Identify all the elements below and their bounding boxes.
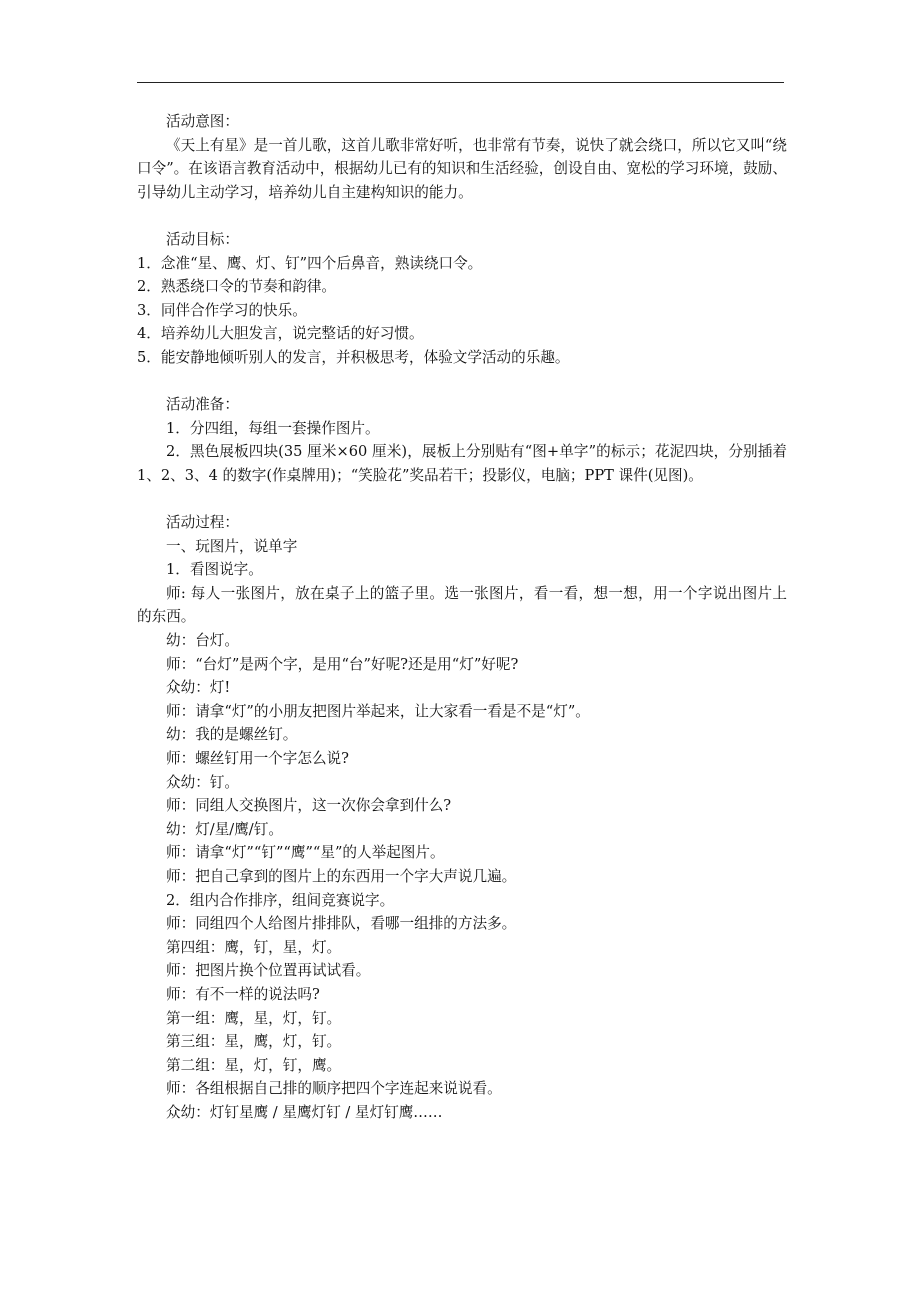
preparation-item: 2．黑色展板四块(35 厘米×60 厘米)，展板上分别贴有“图+单字”的标示；花泥四块，分别插着 1、2、3、4 的数字(作桌牌用)；“笑脸花”奖品若干；投影仪，电脑；PPT 课件(见图)。 xyxy=(137,443,787,484)
section-heading-intent: 活动意图： xyxy=(166,113,239,130)
dialogue-line: 师：有不一样的说法吗? xyxy=(166,985,320,1003)
dialogue-line: 师：把自己拿到的图片上的东西用一个字大声说几遍。 xyxy=(166,868,517,885)
dialogue-line: 师: 每人一张图片，放在桌子上的篮子里。选一张图片，看一看，想一想，用一个字说出图片上的东西。 xyxy=(137,584,787,626)
dialogue-line: 师：同组四个人给图片排排队，看哪一组排的方法多。 xyxy=(166,915,517,933)
process-subheading: 一、玩图片，说单字 xyxy=(166,537,298,555)
dialogue-line: 师：把图片换个位置再试试看。 xyxy=(166,962,371,980)
section-heading-preparation: 活动准备： xyxy=(166,396,239,414)
section-heading-goals: 活动目标： xyxy=(166,230,239,248)
dialogue-line: 第二组：星，灯，钉，鹰。 xyxy=(166,1056,342,1074)
dialogue-line: 师：“台灯”是两个字，是用“台”好呢?还是用“灯”好呢? xyxy=(166,655,519,673)
process-step: 2．组内合作排序，组间竞赛说字。 xyxy=(166,891,395,909)
dialogue-line: 师：请拿“灯”的小朋友把图片举起来，让大家看一看是不是“灯”。 xyxy=(166,702,590,720)
goal-item: 2．熟悉绕口令的节奏和韵律。 xyxy=(137,278,337,296)
dialogue-line: 师：螺丝钉用一个字怎么说? xyxy=(166,750,349,768)
goal-item: 4．培养幼儿大胆发言，说完整话的好习惯。 xyxy=(137,325,424,343)
dialogue-line: 众幼：钉。 xyxy=(166,773,239,791)
goal-item: 3．同伴合作学习的快乐。 xyxy=(137,301,307,319)
section-gap xyxy=(137,488,787,512)
header-rule xyxy=(137,82,784,83)
process-step: 1．看图说字。 xyxy=(166,561,263,579)
goal-item: 1．念准“星、鹰、灯、钉”四个后鼻音，熟读绕口令。 xyxy=(137,254,483,272)
dialogue-line: 众幼：灯钉星鹰 / 星鹰灯钉 / 星灯钉鹰…… xyxy=(166,1103,443,1121)
preparation-item: 1．分四组，每组一套操作图片。 xyxy=(166,419,380,437)
document-body xyxy=(137,110,787,1125)
dialogue-line: 众幼：灯! xyxy=(166,679,231,697)
section-heading-process: 活动过程： xyxy=(166,514,239,532)
dialogue-line: 幼：灯/星/鹰/钉。 xyxy=(166,820,283,838)
section-gap xyxy=(137,370,787,394)
goal-item: 5．能安静地倾听别人的发言，并积极思考，体验文学活动的乐趣。 xyxy=(137,348,570,366)
dialogue-line: 幼：台灯。 xyxy=(166,632,239,650)
intent-paragraph: 《天上有星》是一首儿歌，这首儿歌非常好听，也非常有节奏，说快了就会绕口，所以它又叫“绕口令”。在该语言教育活动中，根据幼儿已有的知识和生活经验，创设自由、宽松的学习环境，鼓励、引导幼儿主动学习，培养幼儿自主建构知识的能力。 xyxy=(137,136,787,201)
dialogue-line: 师：请拿“灯”“钉”“鹰”“星”的人举起图片。 xyxy=(166,844,445,862)
section-gap xyxy=(137,204,787,228)
dialogue-line: 第一组：鹰，星，灯，钉。 xyxy=(166,1009,342,1027)
dialogue-line: 师：同组人交换图片，这一次你会拿到什么? xyxy=(166,797,452,815)
dialogue-line: 幼：我的是螺丝钉。 xyxy=(166,726,298,744)
dialogue-line: 第四组：鹰，钉，星，灯。 xyxy=(166,938,342,956)
dialogue-line: 第三组：星，鹰，灯，钉。 xyxy=(166,1033,342,1051)
dialogue-line: 师：各组根据自己排的顺序把四个字连起来说说看。 xyxy=(166,1080,502,1098)
